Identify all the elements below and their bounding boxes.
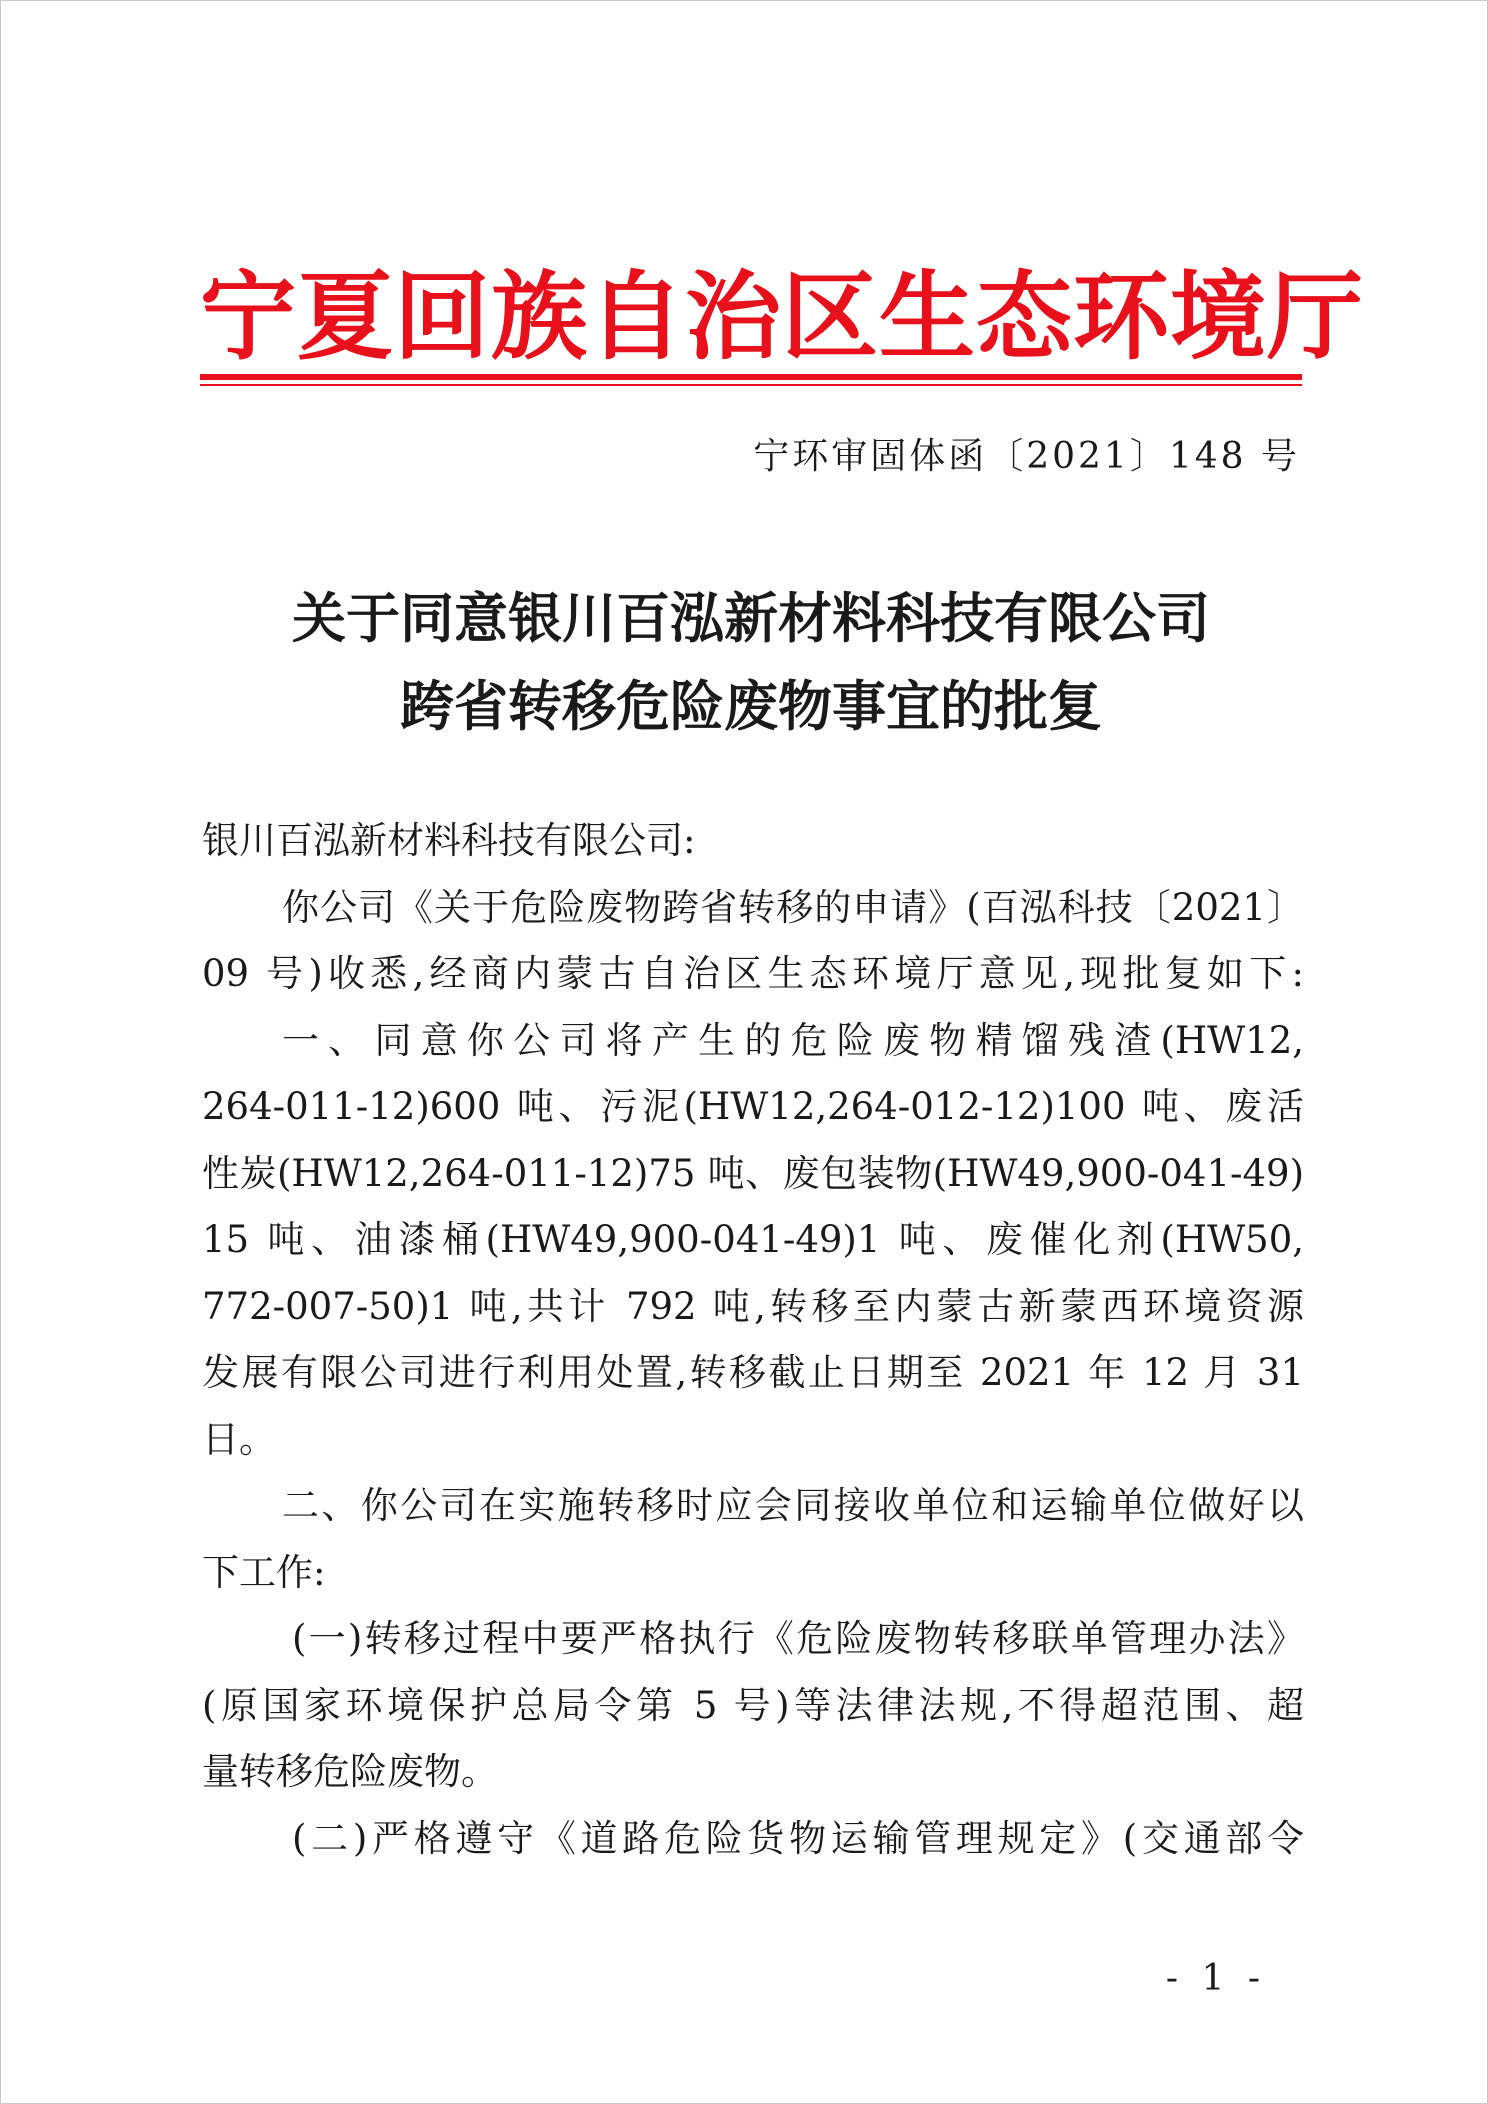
document-body <box>202 808 1304 1872</box>
body-line: 772-007-50)1 吨,共计 792 吨,转移至内蒙古新蒙西环境资源 <box>202 1284 1304 1328</box>
body-line: 下工作: <box>202 1550 326 1594</box>
document-title-line-1: 关于同意银川百泓新材料科技有限公司 <box>292 586 1210 650</box>
red-rule-thick <box>200 374 1302 380</box>
body-line: 二、你公司在实施转移时应会同接收单位和运输单位做好以 <box>282 1484 1304 1527</box>
body-line: 264-011-12)600 吨、污泥(HW12,264-012-12)100 吨、废活 <box>202 1085 1304 1128</box>
body-line: (二)严格遵守《道路危险货物运输管理规定》(交通部令 <box>292 1816 1304 1860</box>
page-number: - 1 - <box>1165 1958 1266 1999</box>
body-line: 15 吨、油漆桶(HW49,900-041-49)1 吨、废催化剂(HW50, <box>202 1218 1304 1261</box>
issuer-heading: 宁夏回族自治区生态环境厅 <box>200 261 1364 373</box>
body-line: 日。 <box>202 1417 276 1461</box>
red-rule-thin <box>200 384 1302 386</box>
body-line: (原国家环境保护总局令第 5 号)等法律法规,不得超范围、超 <box>202 1683 1304 1727</box>
document-number: 宁环审固体函〔2021〕148 号 <box>753 436 1300 477</box>
body-line: 性炭(HW12,264-011-12)75 吨、废包装物(HW49,900-041-49) <box>202 1151 1304 1195</box>
document-title-line-2: 跨省转移危险废物事宜的批复 <box>400 674 1102 738</box>
body-line: (一)转移过程中要严格执行《危险废物转移联单管理办法》 <box>292 1617 1304 1660</box>
salutation: 银川百泓新材料科技有限公司: <box>202 819 696 862</box>
body-line: 量转移危险废物。 <box>202 1750 498 1793</box>
body-line: 09 号)收悉,经商内蒙古自治区生态环境厅意见,现批复如下: <box>202 952 1304 995</box>
body-line: 发展有限公司进行利用处置,转移截止日期至 2021 年 12 月 31 <box>202 1351 1304 1394</box>
body-line: 你公司《关于危险废物跨省转移的申请》(百泓科技〔2021〕 <box>282 885 1304 929</box>
body-line: 一、同意你公司将产生的危险废物精馏残渣(HW12, <box>282 1018 1304 1062</box>
